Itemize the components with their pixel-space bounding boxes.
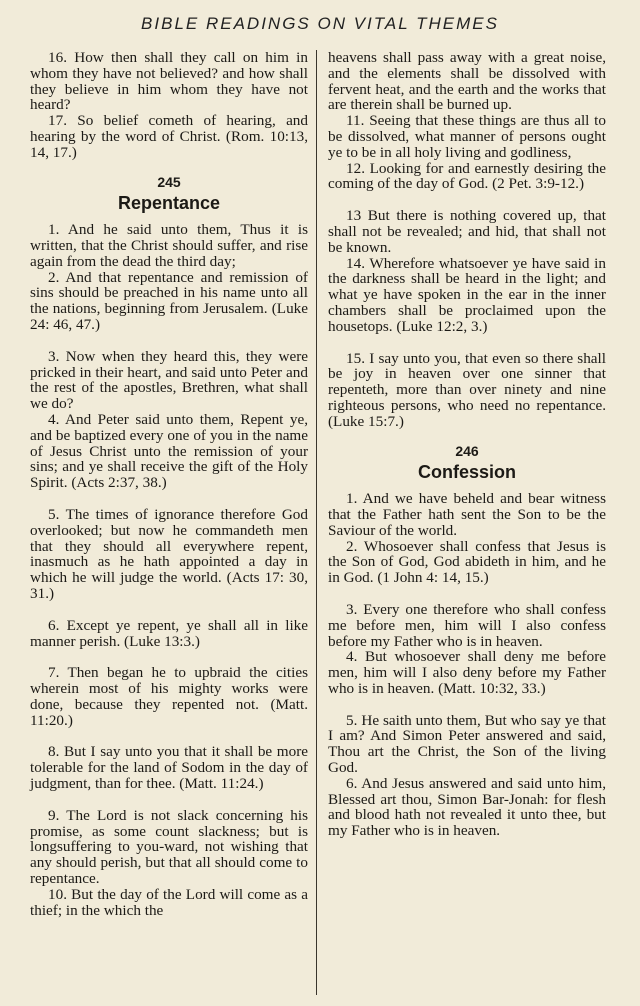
verse: 4. But whosoever shall deny me before men, him will I also deny before my Father who is in heaven. (Matt. 10:32, 33.) bbox=[328, 648, 606, 697]
verse: 13 But there is nothing covered up, that shall not be revealed; and hid, that shall not be known. bbox=[328, 207, 606, 256]
section-title: Confession bbox=[417, 462, 516, 483]
page-header: BIBLE READINGS ON VITAL THEMES bbox=[141, 14, 499, 33]
verse: 14. Wherefore whatsoever ye have said in the darkness shall be heard in the light; and what ye have spoken in the ear in the inner chambers shall be proclaimed upon the housetops. (Luke 12:2, 3.) bbox=[328, 254, 606, 335]
verse: 4. And Peter said unto them, Repent ye, and be baptized every one of you in the name of Jesus Christ unto the remission of your sins; and ye shall receive the gift of the Holy Spirit. (Acts 2:37, 38.) bbox=[30, 410, 308, 492]
verse: 9. The Lord is not slack concerning his promise, as some count slackness; but is longsuffering to you-ward, not wishing that any should perish, but that all should come to repentance. bbox=[30, 806, 308, 888]
verse: 2. Whosoever shall confess that Jesus is the Son of God, God abideth in him, and he in God. (1 John 4: 14, 15.) bbox=[328, 537, 606, 587]
verse: 12. Looking for and earnestly desiring the coming of the day of God. (2 Pet. 3:9-12.) bbox=[328, 159, 606, 193]
verse: 6. Except ye repent, ye shall all in like manner perish. (Luke 13:3.) bbox=[30, 616, 308, 650]
verse: 3. Every one therefore who shall confess me before men, him will I also confess before my Father who is in heaven. bbox=[328, 600, 606, 650]
verse: 1. And we have beheld and bear witness that the Father hath sent the Son to be the Saviour of the world. bbox=[328, 490, 606, 539]
verse: 5. He saith unto them, But who say ye that I am? And Simon Peter answered and said, Thou art the Christ, the Son of the living God. bbox=[328, 711, 606, 777]
verse: 8. But I say unto you that it shall be more tolerable for the land of Sodom in the day of judgment, than for thee. (Matt. 11:24.) bbox=[30, 743, 308, 793]
section-number: 245 bbox=[157, 173, 181, 190]
section-number: 246 bbox=[455, 442, 479, 459]
verse: heavens shall pass away with a great noise, and the elements shall be dissolved with fervent heat, and the earth and the works that are therein shall be burned up. bbox=[328, 49, 606, 114]
verse: 3. Now when they heard this, they were pricked in their heart, and said unto Peter and the rest of the apostles, Brethren, what shall we do? bbox=[30, 347, 308, 413]
column-divider bbox=[316, 50, 317, 995]
verse: 6. And Jesus answered and said unto him, Blessed art thou, Simon Bar-Jonah: for flesh and blood hath not revealed it unto thee, but my Father who is in heaven. bbox=[328, 774, 606, 840]
verse: 10. But the day of the Lord will come as a thief; in the which the bbox=[30, 885, 308, 919]
right-column bbox=[328, 50, 606, 839]
verse: 15. I say unto you, that even so there shall be joy in heaven over one sinner that repenteth, more than over ninety and nine righteous persons, who need no repentance. (Luke 15:7.) bbox=[328, 349, 606, 430]
section-title: Repentance bbox=[117, 193, 221, 214]
verse: 5. The times of ignorance therefore God overlooked; but now he commandeth men that they should all everywhere repent, inasmuch as he hath appointed a day in which he will judge the world. (Acts 17: 30, 31.) bbox=[30, 505, 308, 602]
left-column bbox=[30, 50, 308, 918]
verse: 7. Then began he to upbraid the cities wherein most of his mighty works were done, because they repented not. (Matt. 11:20.) bbox=[30, 664, 308, 729]
verse: 2. And that repentance and remission of sins should be preached in his name unto all the nations, beginning from Jerusalem. (Luke 24: 46, 47.) bbox=[30, 268, 308, 333]
verse: 11. Seeing that these things are thus all to be dissolved, what manner of persons ought ye to be in all holy living and godliness, bbox=[328, 112, 606, 161]
verse: 16. How then shall they call on him in whom they have not believed? and how shall they believe in him whom they have not heard? bbox=[30, 49, 308, 114]
verse: 1. And he said unto them, Thus it is written, that the Christ should suffer, and rise again from the dead the third day; bbox=[30, 221, 308, 270]
verse: 17. So belief cometh of hearing, and hearing by the word of Christ. (Rom. 10:13, 14, 17.) bbox=[30, 112, 308, 161]
